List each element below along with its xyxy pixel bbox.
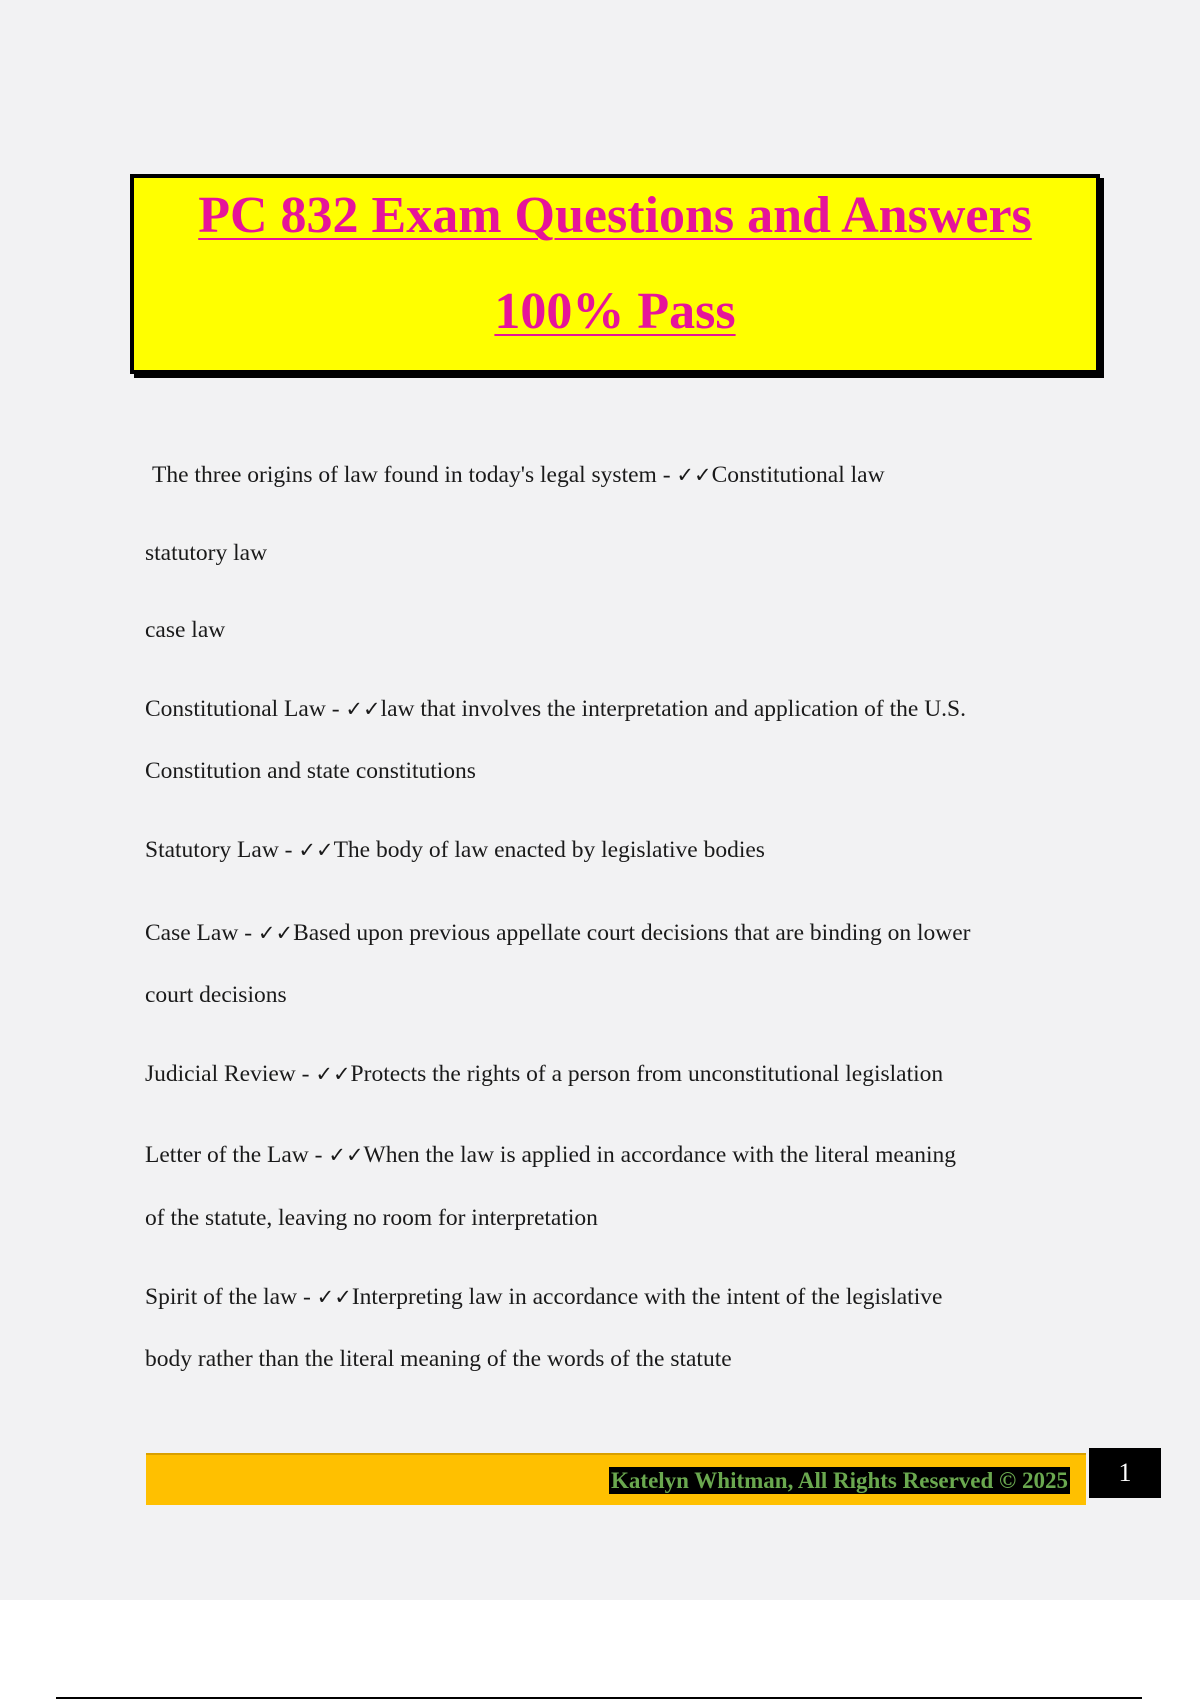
copyright-notice: Katelyn Whitman, All Rights Reserved © 2025 bbox=[611, 1468, 1068, 1493]
answer-text: law that involves the interpretation and application of the U.S. bbox=[380, 696, 966, 722]
check-icon: ✓✓ bbox=[345, 697, 381, 721]
qa-continuation: body rather than the literal meaning of the words of the statute bbox=[145, 1346, 732, 1372]
check-icon: ✓✓ bbox=[328, 1143, 364, 1167]
qa-entry-case-law: Case Law - ✓✓Based upon previous appellate court decisions that are binding on lower bbox=[145, 920, 971, 946]
check-icon: ✓✓ bbox=[315, 1062, 351, 1086]
qa-extra-line: case law bbox=[145, 617, 226, 643]
check-icon: ✓✓ bbox=[316, 1285, 352, 1309]
answer-text: Based upon previous appellate court decisions that are binding on lower bbox=[293, 920, 971, 946]
term-text: Statutory Law bbox=[145, 837, 279, 863]
check-icon: ✓✓ bbox=[676, 463, 712, 487]
qa-entry-constitutional-law: Constitutional Law - ✓✓law that involves the interpretation and application of the U.S. bbox=[145, 696, 966, 722]
answer-text: Interpreting law in accordance with the intent of the legislative bbox=[351, 1284, 943, 1310]
title-banner bbox=[130, 174, 1100, 374]
term-text: Constitutional Law bbox=[145, 696, 326, 722]
qa-entry-origins: The three origins of law found in today's legal system - ✓✓Constitutional law bbox=[152, 462, 885, 488]
term-text: Spirit of the law bbox=[145, 1284, 298, 1310]
footer-bar bbox=[146, 1453, 1086, 1505]
qa-continuation: court decisions bbox=[145, 982, 287, 1008]
page-divider bbox=[56, 1697, 1142, 1699]
document-subtitle: 100% Pass bbox=[494, 283, 736, 340]
term-text: Case Law bbox=[145, 920, 239, 946]
answer-text: When the law is applied in accordance with the literal meaning bbox=[363, 1142, 957, 1168]
check-icon: ✓✓ bbox=[257, 921, 294, 945]
document-title: PC 832 Exam Questions and Answers bbox=[198, 187, 1032, 244]
answer-text: Constitutional law bbox=[711, 462, 885, 488]
qa-entry-statutory-law: Statutory Law - ✓✓The body of law enacted by legislative bodies bbox=[145, 837, 765, 863]
term-text: Letter of the Law bbox=[145, 1142, 309, 1168]
qa-extra-line: statutory law bbox=[145, 540, 268, 566]
term-text: Judicial Review bbox=[145, 1061, 296, 1087]
qa-entry-judicial-review: Judicial Review - ✓✓Protects the rights of a person from unconstitutional legislation bbox=[145, 1061, 944, 1087]
qa-continuation: Constitution and state constitutions bbox=[145, 758, 476, 784]
check-icon: ✓✓ bbox=[298, 838, 334, 862]
qa-entry-letter-of-law: Letter of the Law - ✓✓When the law is applied in accordance with the literal meaning bbox=[145, 1142, 957, 1168]
answer-text: Protects the rights of a person from unconstitutional legislation bbox=[350, 1061, 944, 1087]
answer-text: The body of law enacted by legislative bodies bbox=[333, 837, 765, 863]
qa-continuation: of the statute, leaving no room for interpretation bbox=[145, 1205, 598, 1231]
page-number: 1 bbox=[1089, 1448, 1161, 1498]
qa-entry-spirit-of-law: Spirit of the law - ✓✓Interpreting law in accordance with the intent of the legislative bbox=[145, 1284, 943, 1310]
term-text: The three origins of law found in today's legal system bbox=[152, 462, 657, 488]
